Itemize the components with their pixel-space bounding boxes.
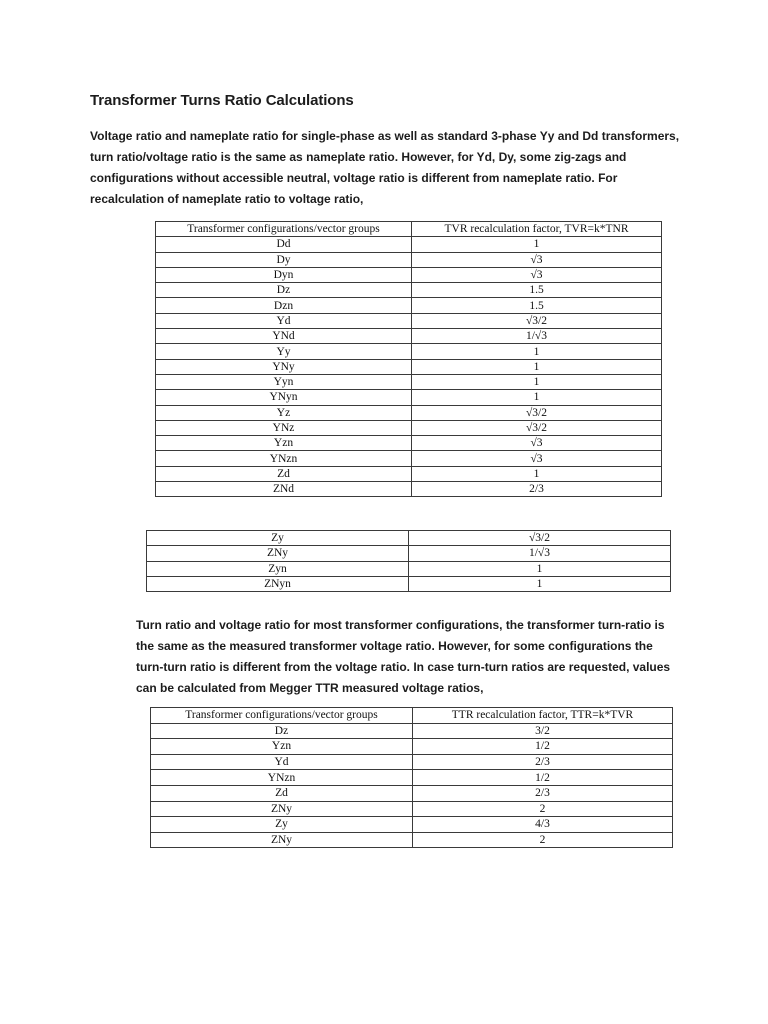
factor-cell: 3/2 (413, 723, 673, 739)
table-row (156, 420, 662, 435)
factor-cell: √3/2 (412, 313, 662, 328)
config-cell: Yy (156, 344, 412, 359)
config-cell: Zyn (147, 561, 409, 576)
config-cell: Dyn (156, 267, 412, 282)
config-cell: YNzn (156, 451, 412, 466)
intro-line: turn ratio/voltage ratio is the same as nameplate ratio. However, for Yd, Dy, some zig-zags and (90, 150, 627, 164)
tvr-table (155, 221, 662, 497)
table-row (156, 283, 662, 298)
config-cell: YNy (156, 359, 412, 374)
intro-paragraph (90, 126, 679, 210)
factor-cell: 1/2 (413, 739, 673, 755)
column-header: Transformer configurations/vector groups (151, 708, 413, 724)
config-cell: YNz (156, 420, 412, 435)
config-cell: Yzn (151, 739, 413, 755)
intro-line: Voltage ratio and nameplate ratio for single-phase as well as standard 3-phase Yy and Dd transformers, (90, 129, 680, 143)
config-cell: YNzn (151, 770, 413, 786)
factor-cell: 2/3 (412, 482, 662, 497)
config-cell: Yd (151, 754, 413, 770)
factor-cell: 2/3 (413, 785, 673, 801)
config-cell: Dy (156, 252, 412, 267)
table-row (151, 817, 673, 833)
factor-cell: 1/√3 (409, 546, 671, 561)
table-row (147, 546, 671, 561)
table-row (156, 313, 662, 328)
factor-cell: 1/2 (413, 770, 673, 786)
table-row (147, 576, 671, 591)
table-row (156, 298, 662, 313)
factor-cell: 1 (412, 237, 662, 252)
factor-cell: 2 (413, 801, 673, 817)
table-row (156, 390, 662, 405)
table-row (147, 531, 671, 546)
factor-cell: √3 (412, 267, 662, 282)
config-cell: Yd (156, 313, 412, 328)
column-header: TVR recalculation factor, TVR=k*TNR (412, 222, 662, 237)
config-cell: Zy (151, 817, 413, 833)
factor-cell: 1.5 (412, 283, 662, 298)
table-row (151, 801, 673, 817)
table-row (156, 482, 662, 497)
config-cell: YNyn (156, 390, 412, 405)
table-row (151, 785, 673, 801)
factor-cell: √3/2 (412, 420, 662, 435)
config-cell: Zd (151, 785, 413, 801)
turn-ratio-line: turn-turn ratio is different from the voltage ratio. In case turn-turn ratios are requested, values (136, 660, 671, 674)
factor-cell: 4/3 (413, 817, 673, 833)
factor-cell: 1 (412, 359, 662, 374)
config-cell: Dz (151, 723, 413, 739)
turn-ratio-line: can be calculated from Megger TTR measured voltage ratios, (136, 681, 484, 695)
table-row (156, 267, 662, 282)
table-row (151, 770, 673, 786)
page-title: Transformer Turns Ratio Calculations (90, 92, 354, 109)
config-cell: Yzn (156, 436, 412, 451)
z-table-body (147, 531, 671, 592)
config-cell: ZNyn (147, 576, 409, 591)
table-row (156, 252, 662, 267)
table-row (156, 329, 662, 344)
factor-cell: √3/2 (409, 531, 671, 546)
factor-cell: 2/3 (413, 754, 673, 770)
config-cell: Yyn (156, 374, 412, 389)
config-cell: Dd (156, 237, 412, 252)
config-cell: ZNy (147, 546, 409, 561)
table-row (156, 344, 662, 359)
column-header: TTR recalculation factor, TTR=k*TVR (413, 708, 673, 724)
intro-line: recalculation of nameplate ratio to voltage ratio, (90, 192, 364, 206)
z-config-table (146, 530, 671, 592)
factor-cell: 1 (412, 466, 662, 481)
intro-line: configurations without accessible neutral, voltage ratio is different from nameplate ratio. For (90, 171, 618, 185)
column-header: Transformer configurations/vector groups (156, 222, 412, 237)
factor-cell: 1/√3 (412, 329, 662, 344)
config-cell: Dzn (156, 298, 412, 313)
table-row (147, 561, 671, 576)
factor-cell: √3 (412, 252, 662, 267)
config-cell: Zy (147, 531, 409, 546)
tvr-table-body (156, 237, 662, 497)
factor-cell: √3/2 (412, 405, 662, 420)
factor-cell: 2 (413, 832, 673, 848)
config-cell: ZNy (151, 832, 413, 848)
config-cell: Yz (156, 405, 412, 420)
factor-cell: 1 (412, 390, 662, 405)
turn-ratio-line: Turn ratio and voltage ratio for most transformer configurations, the transformer turn-ratio is (136, 618, 665, 632)
table-row (151, 739, 673, 755)
table-row (151, 723, 673, 739)
ttr-table (150, 707, 673, 848)
turn-ratio-line: the same as the measured transformer voltage ratio. However, for some configurations the (136, 639, 653, 653)
table-header-row (156, 222, 662, 237)
table-row (156, 466, 662, 481)
turn-ratio-paragraph (136, 615, 670, 699)
config-cell: ZNy (151, 801, 413, 817)
table-header-row (151, 708, 673, 724)
table-row (156, 405, 662, 420)
factor-cell: 1 (412, 374, 662, 389)
config-cell: Dz (156, 283, 412, 298)
table-row (151, 832, 673, 848)
table-row (151, 754, 673, 770)
table-row (156, 374, 662, 389)
factor-cell: 1 (409, 561, 671, 576)
factor-cell: √3 (412, 436, 662, 451)
table-row (156, 237, 662, 252)
factor-cell: 1 (409, 576, 671, 591)
table-row (156, 436, 662, 451)
ttr-table-body (151, 723, 673, 848)
factor-cell: √3 (412, 451, 662, 466)
table-row (156, 359, 662, 374)
factor-cell: 1 (412, 344, 662, 359)
factor-cell: 1.5 (412, 298, 662, 313)
config-cell: Zd (156, 466, 412, 481)
config-cell: ZNd (156, 482, 412, 497)
table-row (156, 451, 662, 466)
config-cell: YNd (156, 329, 412, 344)
